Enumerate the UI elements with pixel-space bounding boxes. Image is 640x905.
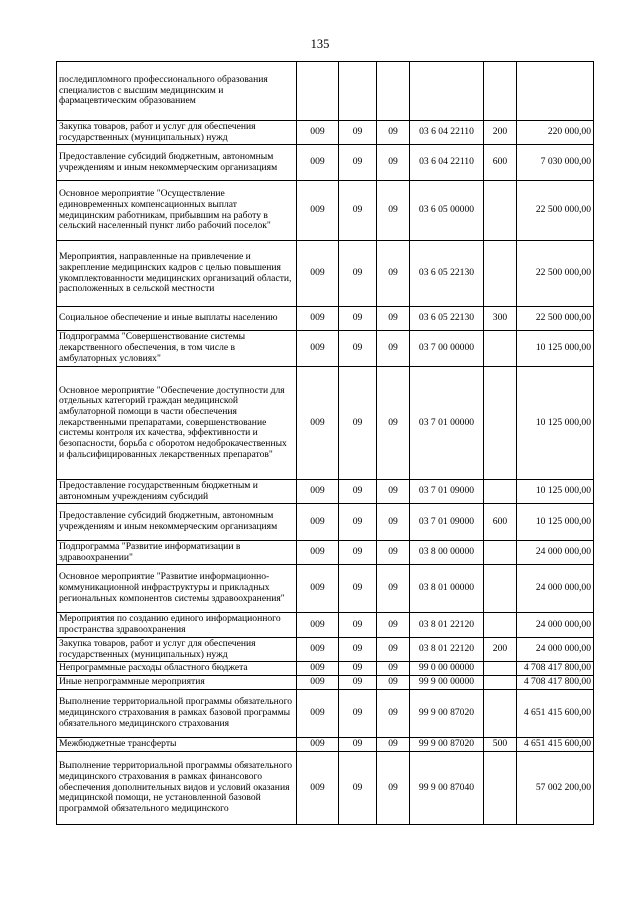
subsection-code: 09 — [377, 565, 410, 613]
expense-type-code: 600 — [484, 145, 517, 181]
subsection-code: 09 — [377, 367, 410, 480]
section-code: 09 — [339, 613, 377, 638]
amount: 24 000 000,00 — [517, 541, 594, 565]
table-row — [57, 752, 594, 825]
expense-type-code — [484, 662, 517, 676]
section-code: 09 — [339, 307, 377, 331]
target-code: 99 0 00 00000 — [410, 662, 484, 676]
ministry-code: 009 — [297, 145, 339, 181]
target-code: 03 7 01 09000 — [410, 480, 484, 504]
section-code: 09 — [339, 690, 377, 738]
expense-type-code — [484, 480, 517, 504]
ministry-code: 009 — [297, 738, 339, 752]
target-code: 03 7 01 09000 — [410, 504, 484, 541]
expense-type-code — [484, 690, 517, 738]
expense-type-code — [484, 752, 517, 825]
item-name: Выполнение территориальной программы обязательного медицинского страхования в рамках финансового обеспечения дополнительных видов и условий оказания медицинской помощи, не установленной базовой программой обязательного медицинского — [57, 752, 297, 825]
item-name: Предоставление субсидий бюджетным, автономным учреждениям и иным некоммерческим организациям — [57, 145, 297, 181]
amount: 7 030 000,00 — [517, 145, 594, 181]
table-row — [57, 367, 594, 480]
ministry-code: 009 — [297, 662, 339, 676]
amount: 4 651 415 600,00 — [517, 738, 594, 752]
item-name: Мероприятия по созданию единого информационного пространства здравоохранения — [57, 613, 297, 638]
subsection-code: 09 — [377, 676, 410, 690]
section-code: 09 — [339, 145, 377, 181]
amount: 24 000 000,00 — [517, 613, 594, 638]
target-code: 03 8 00 00000 — [410, 541, 484, 565]
item-name: Закупка товаров, работ и услуг для обеспечения государственных (муниципальных) нужд — [57, 638, 297, 662]
table-row — [57, 480, 594, 504]
subsection-code: 09 — [377, 121, 410, 145]
amount: 4 708 417 800,00 — [517, 676, 594, 690]
subsection-code — [377, 62, 410, 121]
amount: 24 000 000,00 — [517, 565, 594, 613]
amount — [517, 62, 594, 121]
item-name: Предоставление субсидий бюджетным, автономным учреждениям и иным некоммерческим организациям — [57, 504, 297, 541]
ministry-code: 009 — [297, 690, 339, 738]
expense-type-code — [484, 62, 517, 121]
ministry-code: 009 — [297, 638, 339, 662]
target-code: 03 6 04 22110 — [410, 121, 484, 145]
amount: 24 000 000,00 — [517, 638, 594, 662]
amount: 22 500 000,00 — [517, 307, 594, 331]
target-code: 99 9 00 87020 — [410, 738, 484, 752]
subsection-code: 09 — [377, 331, 410, 367]
item-name: Основное мероприятие "Обеспечение доступности для отдельных категорий граждан медицинской амбулаторной помощи в части обеспечения лекарственными препаратами, совершенствование системы контроля их качества, эффективности и безопасности, борьба с оборотом недоброкачественных и фальсифицированных лекарственных препаратов" — [57, 367, 297, 480]
budget-table-body — [57, 62, 594, 825]
item-name: Непрограммные расходы областного бюджета — [57, 662, 297, 676]
target-code: 99 9 00 00000 — [410, 676, 484, 690]
target-code: 99 9 00 87040 — [410, 752, 484, 825]
ministry-code: 009 — [297, 367, 339, 480]
amount: 22 500 000,00 — [517, 241, 594, 307]
target-code — [410, 62, 484, 121]
table-row — [57, 690, 594, 738]
ministry-code: 009 — [297, 241, 339, 307]
expense-type-code: 200 — [484, 638, 517, 662]
ministry-code: 009 — [297, 613, 339, 638]
ministry-code: 009 — [297, 480, 339, 504]
amount: 220 000,00 — [517, 121, 594, 145]
expense-type-code — [484, 676, 517, 690]
target-code: 03 8 01 22120 — [410, 638, 484, 662]
section-code: 09 — [339, 367, 377, 480]
table-row — [57, 241, 594, 307]
table-row — [57, 181, 594, 241]
table-row — [57, 541, 594, 565]
budget-table — [56, 61, 594, 825]
target-code: 03 6 05 00000 — [410, 181, 484, 241]
target-code: 03 6 04 22110 — [410, 145, 484, 181]
amount: 4 708 417 800,00 — [517, 662, 594, 676]
section-code — [339, 62, 377, 121]
ministry-code — [297, 62, 339, 121]
table-row — [57, 638, 594, 662]
ministry-code: 009 — [297, 121, 339, 145]
table-row — [57, 662, 594, 676]
ministry-code: 009 — [297, 307, 339, 331]
amount: 57 002 200,00 — [517, 752, 594, 825]
ministry-code: 009 — [297, 541, 339, 565]
section-code: 09 — [339, 676, 377, 690]
expense-type-code — [484, 565, 517, 613]
section-code: 09 — [339, 565, 377, 613]
item-name: Подпрограмма "Развитие информатизации в здравоохранении" — [57, 541, 297, 565]
amount: 10 125 000,00 — [517, 367, 594, 480]
table-row — [57, 145, 594, 181]
subsection-code: 09 — [377, 638, 410, 662]
expense-type-code — [484, 241, 517, 307]
target-code: 03 7 01 00000 — [410, 367, 484, 480]
table-row — [57, 62, 594, 121]
section-code: 09 — [339, 752, 377, 825]
ministry-code: 009 — [297, 504, 339, 541]
ministry-code: 009 — [297, 181, 339, 241]
page-number: 135 — [310, 37, 330, 51]
subsection-code: 09 — [377, 145, 410, 181]
item-name: Закупка товаров, работ и услуг для обеспечения государственных (муниципальных) нужд — [57, 121, 297, 145]
subsection-code: 09 — [377, 738, 410, 752]
section-code: 09 — [339, 541, 377, 565]
table-row — [57, 331, 594, 367]
item-name: Основное мероприятие "Осуществление единовременных компенсационных выплат медицинским работникам, прибывшим на работу в сельский населенный пункт либо рабочий поселок" — [57, 181, 297, 241]
subsection-code: 09 — [377, 690, 410, 738]
item-name: последипломного профессионального образования специалистов с высшим медицинским и фармацевтическим образованием — [57, 62, 297, 121]
amount: 10 125 000,00 — [517, 331, 594, 367]
section-code: 09 — [339, 181, 377, 241]
item-name: Подпрограмма "Совершенствование системы лекарственного обеспечения, в том числе в амбулаторных условиях" — [57, 331, 297, 367]
subsection-code: 09 — [377, 613, 410, 638]
expense-type-code: 200 — [484, 121, 517, 145]
subsection-code: 09 — [377, 662, 410, 676]
subsection-code: 09 — [377, 307, 410, 331]
amount: 4 651 415 600,00 — [517, 690, 594, 738]
item-name: Иные непрограммные мероприятия — [57, 676, 297, 690]
ministry-code: 009 — [297, 752, 339, 825]
section-code: 09 — [339, 480, 377, 504]
item-name: Социальное обеспечение и иные выплаты населению — [57, 307, 297, 331]
subsection-code: 09 — [377, 241, 410, 307]
expense-type-code — [484, 367, 517, 480]
section-code: 09 — [339, 638, 377, 662]
subsection-code: 09 — [377, 181, 410, 241]
table-row — [57, 121, 594, 145]
item-name: Межбюджетные трансферты — [57, 738, 297, 752]
table-row — [57, 565, 594, 613]
target-code: 03 7 00 00000 — [410, 331, 484, 367]
expense-type-code — [484, 613, 517, 638]
ministry-code: 009 — [297, 331, 339, 367]
table-row — [57, 307, 594, 331]
section-code: 09 — [339, 121, 377, 145]
table-row — [57, 676, 594, 690]
section-code: 09 — [339, 662, 377, 676]
table-row — [57, 738, 594, 752]
subsection-code: 09 — [377, 504, 410, 541]
amount: 10 125 000,00 — [517, 504, 594, 541]
subsection-code: 09 — [377, 752, 410, 825]
expense-type-code: 600 — [484, 504, 517, 541]
subsection-code: 09 — [377, 480, 410, 504]
expense-type-code — [484, 541, 517, 565]
section-code: 09 — [339, 331, 377, 367]
section-code: 09 — [339, 738, 377, 752]
section-code: 09 — [339, 241, 377, 307]
expense-type-code — [484, 331, 517, 367]
table-row — [57, 504, 594, 541]
ministry-code: 009 — [297, 676, 339, 690]
expense-type-code: 300 — [484, 307, 517, 331]
target-code: 03 8 01 00000 — [410, 565, 484, 613]
amount: 10 125 000,00 — [517, 480, 594, 504]
target-code: 03 6 05 22130 — [410, 307, 484, 331]
amount: 22 500 000,00 — [517, 181, 594, 241]
item-name: Выполнение территориальной программы обязательного медицинского страхования в рамках базовой программы обязательного медицинского страхования — [57, 690, 297, 738]
item-name: Основное мероприятие "Развитие информационно-коммуникационной инфраструктуры и прикладных региональных компонентов системы здравоохранения" — [57, 565, 297, 613]
expense-type-code — [484, 181, 517, 241]
section-code: 09 — [339, 504, 377, 541]
subsection-code: 09 — [377, 541, 410, 565]
table-row — [57, 613, 594, 638]
target-code: 03 6 05 22130 — [410, 241, 484, 307]
item-name: Предоставление государственным бюджетным и автономным учреждениям субсидий — [57, 480, 297, 504]
target-code: 99 9 00 87020 — [410, 690, 484, 738]
target-code: 03 8 01 22120 — [410, 613, 484, 638]
ministry-code: 009 — [297, 565, 339, 613]
item-name: Мероприятия, направленные на привлечение и закрепление медицинских кадров с целью повышения укомплектованности медицинских организаций области, расположенных в сельской местности — [57, 241, 297, 307]
expense-type-code: 500 — [484, 738, 517, 752]
